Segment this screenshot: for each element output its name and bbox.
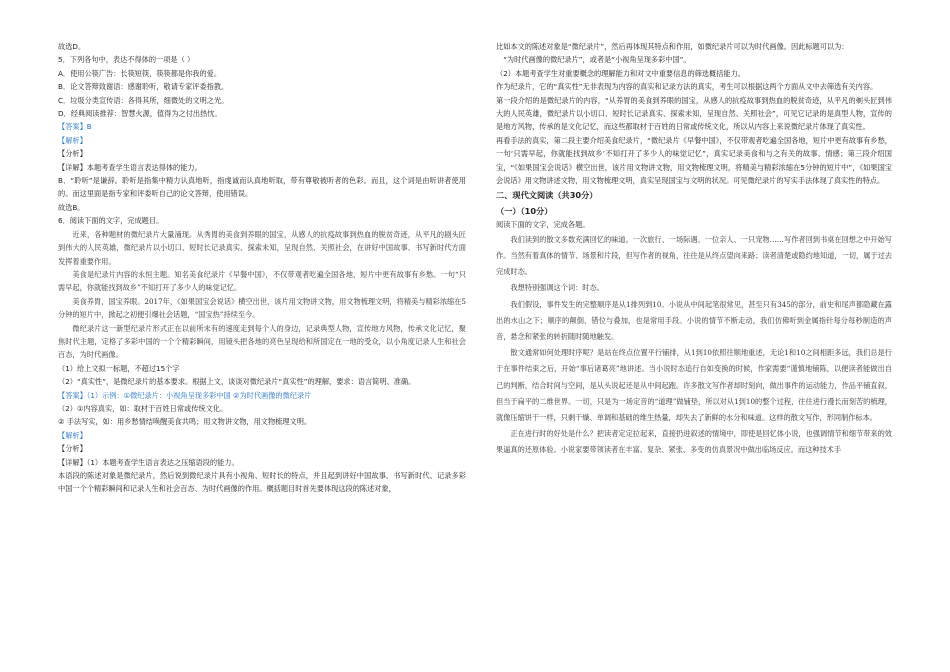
left-paragraph: 【解析】	[58, 430, 87, 440]
right-paragraph: “为时代画像的微纪录片”，或者是“小视角呈现多彩中国”。	[503, 55, 691, 65]
left-paragraph: C．垃圾分类宣传语：各得其所，细微处的文明之光。	[58, 95, 229, 105]
left-paragraph: 本语段的陈述对象是微纪录片，然后说到微纪录片具有小视角、短时长的特点，并且起到讲好中国故事、书写新时代、记录多彩中国一个个精彩瞬间和记录人生和社会百态、为时代画像的作用。概括题目时首先要体现这段的陈述对象，	[58, 471, 466, 494]
left-paragraph: 【解析】	[58, 135, 87, 145]
left-paragraph: （1）给上文拟一标题，不超过15个字	[58, 363, 180, 373]
right-paragraph: 比如本文的陈述对象是“微纪录片”，然后再体现其特点和作用，如微纪录片可以为时代画像。因此标题可以为：	[496, 42, 849, 51]
left-paragraph: D．经典阅读推荐：智慧火源，值得为之付出热忱。	[58, 109, 222, 119]
left-column	[58, 40, 466, 496]
left-paragraph: 美食养胃，国宝养眼。2017年，《如果国宝会说话》横空出世，该片用文物讲文物，用文物梳理文明，将精美与精彩浓缩在5分钟的短片中，掀起之初便引爆社会话题，“国宝热”持续至今。	[58, 296, 466, 320]
right-paragraph: 我想特别强调这个词：时态。	[510, 283, 604, 293]
left-paragraph: 6．阅读下面的文字，完成题目。	[58, 216, 164, 226]
left-paragraph: 故选D。	[58, 42, 86, 51]
right-paragraph: （2）本题考查学生对重要概念的理解能力和对文中重要信息的筛选概括能力。	[496, 68, 745, 78]
right-paragraph: 阅读下面的文字，完成各题。	[496, 220, 590, 230]
left-paragraph: （2）“真实性”，是微纪录片的基本要求。根据上文，谈谈对微纪录片“真实性”的理解，要求：语言简明、准确。	[58, 377, 416, 387]
left-paragraph: 故选B。	[58, 202, 85, 212]
left-paragraph: B．“聆听”是谦辞。聆听是指集中精力认真地听，指虔诚而认真地听取，带有尊敬被听者的色彩。而且，这个词是由听讲者使用的。而这里面是指专家和评委听自己的论文答辩，使用错误。	[58, 176, 466, 199]
right-paragraph: 我们读到的散文多数充满回忆的味道。一次旅行、一场际遇、一位亲人、一只宠物……写作者回到书桌在回想之中开始写作。当然有着真体的情节、场景和片段，但写作者的视角，往往是从终点望向来路；读者清楚或隐约地知道，一切，属于过去完成时态。	[496, 234, 892, 277]
left-paragraph: 【答案】（1）示例：①微纪录片：小视角呈现多彩中国 ②为时代画像的微纪录片	[58, 390, 312, 400]
left-paragraph: 【分析】	[58, 149, 87, 159]
right-paragraph: 作为纪录片，它的“真实性”无非表现为内容的真实和记录方法的真实，考生可以根据这两个方面从文中去筛选有关内容。	[496, 82, 878, 92]
left-paragraph: 微纪录片这一新型纪录片形式正在以前所未有的速度走到每个人的身边，记录典型人物，宣传地方风物，传承文化记忆，聚焦时代主题，定格了多彩中国的一个个精彩瞬间，用镜头把各地的亮色呈现给和所国定在一地的受众，以小角度记录人生和社会百态，为时代画像。	[58, 323, 466, 360]
left-paragraph: 【详解】本题考查学生语言表达得体的能力。	[58, 162, 202, 172]
left-paragraph: ② 手法写实，如：用乡愁情结唤醒美食共鸣；用文物讲文物，用文物梳理文明。	[58, 417, 312, 427]
left-paragraph: 【分析】	[58, 444, 87, 454]
left-paragraph: B．论文答辩致谢语：感谢聆听，敬请专家评委指教。	[58, 82, 229, 92]
right-paragraph: 二、现代文阅读（共30分）	[496, 190, 598, 201]
left-paragraph: 【详解】（1）本题考查学生语言表达之压缩语段的能力。	[58, 457, 239, 467]
left-paragraph: （2）①内容真实，如：取材于百姓日常或传统文化。	[58, 403, 228, 413]
right-paragraph: 再看手法的真实，第二段主要介绍美食纪录片，“微纪录片《早餐中国》，不仅带观者吃遍全国各地，短片中更有故事有乡愁，一句‘只需早起，你就能找到故乡’不知打开了多少人的味觉记忆”，真实记录美食和与之有关的故事、情感；第三段介绍国宝，“《如果国宝会说话》横空出世，该片用文物讲文物，用文物梳理文明，将精美与精彩浓缩在5分钟的短片中”，《如果国宝会说话》用文物讲述文物，用文物梳理文明，真实呈现国宝与文明的状况。可见微纪录片的写实手法体现了真实性的特点。	[496, 135, 892, 186]
right-paragraph: 正在进行时的好处是什么？把读者定定拉起来，直接扔进叙述的情境中，即使是回忆体小说，也强调情节和细节带来的效果逼真的还原体验。小说家要带领读者在丰富、复杂、紧张、多变的仿真景况中做出临场反应。而这种技术手	[496, 429, 892, 455]
left-paragraph: A．使用公筷广告：长筷短筷，筷筷都是你我的爱。	[58, 68, 222, 78]
right-paragraph: 第一段介绍的是微纪录片的内容，“从养胃的美食到养眼的国宝，从感人的抗疫故事到热血的脱贫奇迹，从平凡的剃头匠到伟大的人民英雄，微纪录片以小切口、短时长记录真实、探索未知，呈现自然、关照社会”，可见它记录的是真型人物，宣传的是地方风物，传承的是文化记忆，而这些都取材于百姓的日常或传统文化，所以从内容上来说微纪录片体现了真实性。	[496, 95, 892, 132]
left-paragraph: 美食是纪录片内容的永恒主题。知名美食纪录片《早餐中国》，不仅带观者吃遍全国各地，短片中更有故事有乡愁。一句“只需早起，你就能找到故乡”不知打开了多少人的味觉记忆。	[58, 269, 466, 293]
right-paragraph: 散文通常如何处理时序呢？是站在终点位置平行铺排，从1到10依照往顺地重述，无论1和10之间相距多远，我们总是行于在事件结束之后，开始“事后诸葛亮”地讲述。当小说时态追行自如变换的时候，作家需要“谨慎地铺陈，以便读者能做出自己的判断，结合时间与空间，是从头说起还是从中间起跑。许多散文写作者却时刻向，做出事件的运动能力，作品平铺直叙，但当于扁平的二维世界。一切，只是为一场定音的“道理”做铺垫，所以对从1到10的整个过程，往往进行漫长而刻苦的梳理，就像压缩饼干一样，只剩干燥、单调和基础的维生热量，却失去了新鲜的水分和味道。这样的散文写作，形同制作标本。	[496, 348, 892, 422]
left-paragraph: 【答案】B	[58, 122, 92, 132]
left-paragraph: 近来，各种题材的微纪录片大量涌现。从秀胃的美食到养眼的国宝，从感人的抗疫故事到热血的脱贫奇迹，从平凡的剧头匠到伟大的人民英雄，微纪录片以小切口、短时长记录真实、探索未知，呈现自然、关照社会，在讲好中国故事、书写新时代方面发挥着重要作用。	[58, 229, 466, 266]
right-column	[496, 40, 892, 459]
right-paragraph: （一）（10分）	[496, 205, 553, 216]
left-paragraph: 5．下列各句中，表达不得体的一项是（ ）	[58, 55, 195, 65]
right-paragraph: 我们假设，事件发生的完整顺序是从1排列到10。小说从中间起笔很常见，甚至只有345的部分，前史和尾声都隐藏在露出的水山之下；顺序的颠倒、错位与叠加，也是常用手段。小说的情节不断走动，我们仿佛听到金属指针每分每秒制造的声音，悬念和紧张的转折随时随地触发。	[496, 299, 892, 341]
